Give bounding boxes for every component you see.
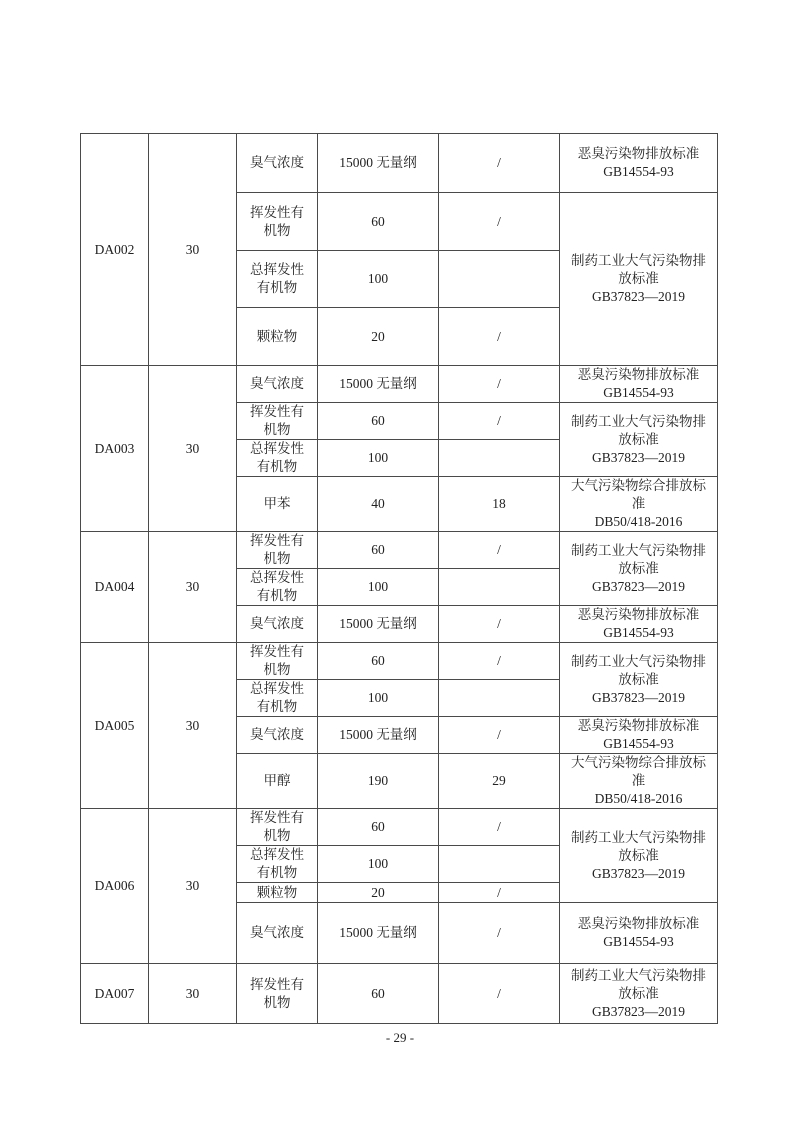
pollutant-cell: 挥发性有 机物: [237, 809, 318, 846]
pollutant-cell: 臭气浓度: [237, 606, 318, 643]
limit-cell: 100: [318, 440, 439, 477]
rate-cell: /: [439, 903, 560, 964]
pollutant-cell: 挥发性有 机物: [237, 403, 318, 440]
pollutant-cell: 总挥发性 有机物: [237, 569, 318, 606]
standard-cell: 大气污染物综合排放标 准 DB50/418-2016: [560, 477, 718, 532]
limit-cell: 60: [318, 809, 439, 846]
standard-cell: 制药工业大气污染物排 放标准 GB37823—2019: [560, 532, 718, 606]
table-row: [81, 366, 718, 403]
standard-cell: 大气污染物综合排放标 准 DB50/418-2016: [560, 754, 718, 809]
stack-height-cell: 30: [149, 366, 237, 532]
pollutant-cell: 臭气浓度: [237, 134, 318, 193]
pollutant-cell: 总挥发性 有机物: [237, 680, 318, 717]
outlet-id-cell: DA007: [81, 964, 149, 1024]
rate-cell: /: [439, 717, 560, 754]
standard-cell: 制药工业大气污染物排 放标准 GB37823—2019: [560, 809, 718, 903]
pollutant-cell: 颗粒物: [237, 883, 318, 903]
rate-cell: /: [439, 403, 560, 440]
pollutant-cell: 挥发性有 机物: [237, 532, 318, 569]
pollutant-cell: 颗粒物: [237, 308, 318, 366]
rate-cell: /: [439, 366, 560, 403]
outlet-id-cell: DA004: [81, 532, 149, 643]
table-row: [81, 643, 718, 680]
rate-cell: /: [439, 883, 560, 903]
pollutant-cell: 臭气浓度: [237, 366, 318, 403]
pollutant-cell: 总挥发性 有机物: [237, 846, 318, 883]
limit-cell: 15000 无量纲: [318, 717, 439, 754]
rate-cell: [439, 440, 560, 477]
pollutant-cell: 总挥发性 有机物: [237, 440, 318, 477]
pollutant-cell: 总挥发性 有机物: [237, 251, 318, 308]
limit-cell: 190: [318, 754, 439, 809]
limit-cell: 15000 无量纲: [318, 606, 439, 643]
stack-height-cell: 30: [149, 134, 237, 366]
table-row: [81, 134, 718, 193]
pollutant-cell: 甲醇: [237, 754, 318, 809]
limit-cell: 20: [318, 308, 439, 366]
limit-cell: 100: [318, 569, 439, 606]
outlet-id-cell: DA003: [81, 366, 149, 532]
limit-cell: 60: [318, 964, 439, 1024]
rate-cell: 18: [439, 477, 560, 532]
limit-cell: 15000 无量纲: [318, 134, 439, 193]
standard-cell: 制药工业大气污染物排 放标准 GB37823—2019: [560, 403, 718, 477]
standard-cell: 制药工业大气污染物排 放标准 GB37823—2019: [560, 643, 718, 717]
standard-cell: 恶臭污染物排放标准 GB14554-93: [560, 366, 718, 403]
pollutant-cell: 挥发性有 机物: [237, 193, 318, 251]
stack-height-cell: 30: [149, 809, 237, 964]
rate-cell: /: [439, 809, 560, 846]
limit-cell: 20: [318, 883, 439, 903]
limit-cell: 40: [318, 477, 439, 532]
rate-cell: [439, 846, 560, 883]
standard-cell: 恶臭污染物排放标准 GB14554-93: [560, 606, 718, 643]
standard-cell: 恶臭污染物排放标准 GB14554-93: [560, 903, 718, 964]
rate-cell: /: [439, 134, 560, 193]
limit-cell: 15000 无量纲: [318, 903, 439, 964]
standard-cell: 制药工业大气污染物排 放标准 GB37823—2019: [560, 964, 718, 1024]
standard-cell: 制药工业大气污染物排 放标准 GB37823—2019: [560, 193, 718, 366]
table-row: [81, 964, 718, 1024]
rate-cell: /: [439, 532, 560, 569]
rate-cell: /: [439, 193, 560, 251]
stack-height-cell: 30: [149, 964, 237, 1024]
stack-height-cell: 30: [149, 643, 237, 809]
rate-cell: [439, 251, 560, 308]
limit-cell: 100: [318, 680, 439, 717]
stack-height-cell: 30: [149, 532, 237, 643]
emission-standards-table: [80, 133, 718, 1024]
standard-cell: 恶臭污染物排放标准 GB14554-93: [560, 134, 718, 193]
pollutant-cell: 臭气浓度: [237, 903, 318, 964]
pollutant-cell: 臭气浓度: [237, 717, 318, 754]
rate-cell: /: [439, 964, 560, 1024]
table-row: [81, 532, 718, 569]
limit-cell: 100: [318, 846, 439, 883]
standard-cell: 恶臭污染物排放标准 GB14554-93: [560, 717, 718, 754]
pollutant-cell: 甲苯: [237, 477, 318, 532]
rate-cell: [439, 569, 560, 606]
limit-cell: 100: [318, 251, 439, 308]
rate-cell: [439, 680, 560, 717]
outlet-id-cell: DA006: [81, 809, 149, 964]
pollutant-cell: 挥发性有 机物: [237, 643, 318, 680]
table-row: [81, 809, 718, 846]
rate-cell: /: [439, 643, 560, 680]
limit-cell: 60: [318, 643, 439, 680]
rate-cell: /: [439, 308, 560, 366]
pollutant-cell: 挥发性有 机物: [237, 964, 318, 1024]
limit-cell: 60: [318, 193, 439, 251]
limit-cell: 15000 无量纲: [318, 366, 439, 403]
rate-cell: 29: [439, 754, 560, 809]
limit-cell: 60: [318, 532, 439, 569]
outlet-id-cell: DA002: [81, 134, 149, 366]
outlet-id-cell: DA005: [81, 643, 149, 809]
rate-cell: /: [439, 606, 560, 643]
limit-cell: 60: [318, 403, 439, 440]
page-number: - 29 -: [385, 1030, 415, 1045]
